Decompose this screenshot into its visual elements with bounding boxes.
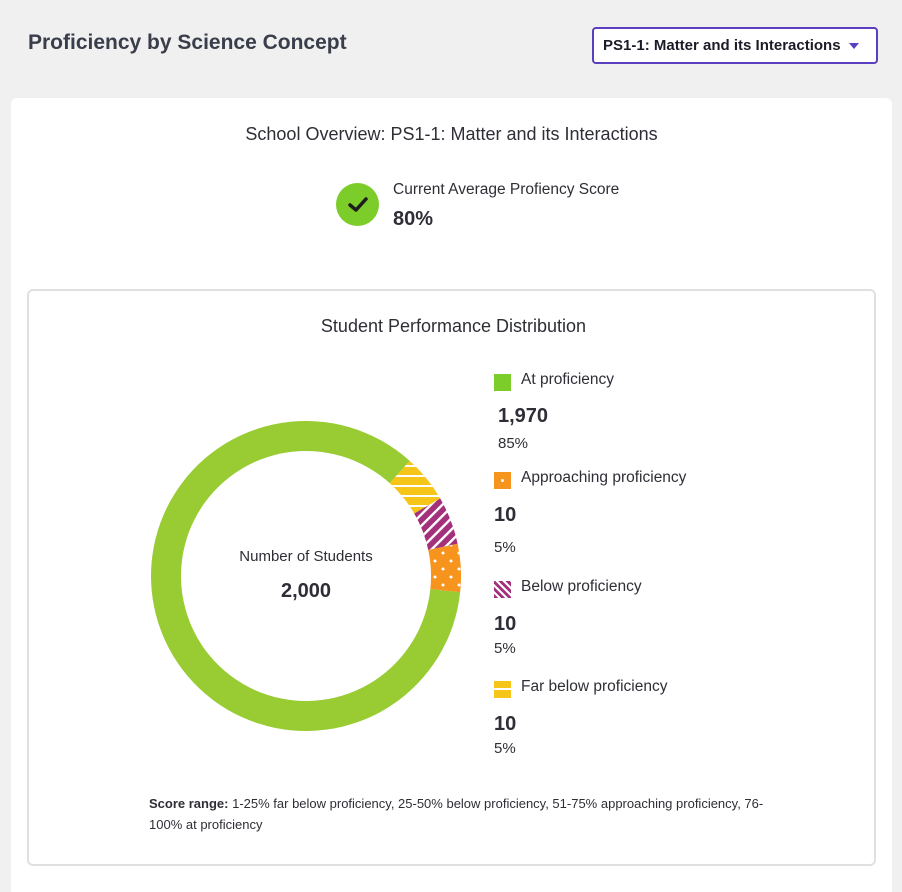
score-range-label: Score range: [149, 796, 229, 811]
page-title: Proficiency by Science Concept [28, 31, 347, 54]
score-range-text: 1-25% far below proficiency, 25-50% below proficiency, 51-75% approaching proficiency, 76-100% at proficiency [149, 796, 764, 832]
caret-down-icon [849, 43, 859, 49]
legend-label: Below proficiency [521, 578, 642, 595]
score-range-note [149, 793, 769, 835]
legend-swatch-below [494, 581, 511, 598]
legend-swatch-at-proficiency [494, 374, 511, 391]
donut-segment-approaching [428, 544, 461, 592]
legend-label: Far below proficiency [521, 678, 668, 695]
overview-card [11, 98, 892, 892]
legend-count: 10 [494, 713, 517, 735]
legend-label: Approaching proficiency [521, 469, 687, 486]
legend-percent: 85% [498, 435, 529, 452]
legend-label: At proficiency [521, 371, 615, 388]
legend-swatch-approaching [494, 472, 511, 489]
average-score-value: 80% [393, 208, 434, 230]
distribution-panel [27, 289, 876, 866]
legend-swatch-far-below [494, 681, 511, 698]
average-score-label: Current Average Profiency Score [393, 181, 620, 198]
donut-center-value: 2,000 [280, 580, 332, 602]
donut-center-label: Number of Students [239, 548, 373, 565]
legend-percent: 5% [494, 740, 516, 757]
legend-percent: 5% [494, 539, 516, 556]
legend-count: 1,970 [498, 405, 549, 427]
concept-select-value: PS1-1: Matter and its Interactions [603, 37, 841, 54]
legend-count: 10 [494, 504, 517, 526]
legend-count: 10 [494, 613, 517, 635]
concept-select-dropdown[interactable] [592, 27, 878, 64]
donut-chart [151, 421, 461, 731]
distribution-title: Student Performance Distribution [320, 316, 587, 336]
legend-percent: 5% [494, 640, 516, 657]
overview-title: School Overview: PS1-1: Matter and its Interactions [245, 124, 658, 144]
check-circle-icon [336, 183, 379, 226]
